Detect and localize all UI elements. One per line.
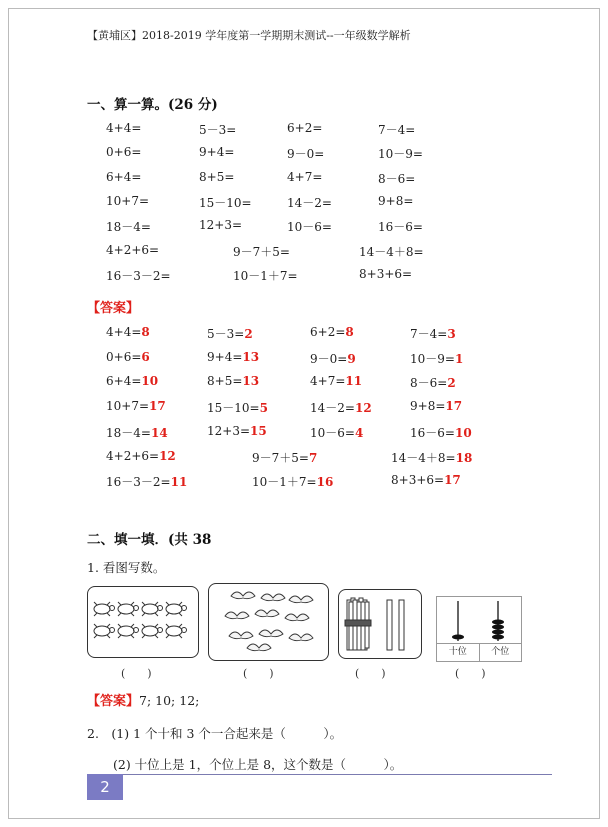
equation-r3-c2: 14－2= (287, 195, 332, 210)
equation-r2-c0: 6+4= (106, 169, 142, 184)
turtle-picture (87, 586, 199, 658)
answer-r6-c1 (252, 473, 333, 490)
answer-equation: 9+8= (410, 399, 446, 414)
abacus-icon (437, 597, 521, 643)
answer-r2-c3 (410, 374, 456, 391)
equation-r2-c2: 4+7= (287, 169, 323, 184)
document-header: 【黄埔区】2018-2019 学年度第一学期期末测试--一年级数学解析 (87, 29, 411, 42)
equation-r0-c0: 4+4= (106, 121, 142, 135)
answer-r1-c0 (106, 350, 150, 364)
answer-r3-c0 (106, 399, 166, 413)
section1-answer-tag: 【答案】 (87, 301, 140, 316)
section2-answer-text: 7; 10; 12; (139, 693, 200, 708)
answer-equation: 10－6= (310, 425, 355, 440)
answer-value: 11 (170, 475, 188, 490)
answer-equation: 9－7＋5= (252, 450, 309, 465)
equation-r1-c1: 9+4= (199, 145, 235, 160)
answer-r3-c2 (310, 399, 372, 416)
answer-equation: 16－6= (410, 425, 455, 440)
answer-value: 6 (141, 349, 150, 364)
answer-r3-c3 (410, 399, 462, 413)
equation-r0-c3: 7－4= (378, 123, 416, 137)
answer-value: 10 (141, 374, 159, 389)
equation-r6-c2: 8+3+6= (359, 266, 413, 281)
answer-r1-c3 (410, 350, 463, 367)
answer-r1-c2 (310, 350, 356, 367)
answer-r5-c0 (106, 449, 176, 463)
bird-picture (208, 583, 329, 661)
footer-divider (87, 774, 552, 775)
answer-equation: 10－9= (410, 351, 455, 366)
stick-bundle-picture (338, 589, 422, 659)
section2-answer (87, 690, 199, 709)
answer-equation: 8+5= (207, 374, 243, 389)
equation-r3-c3: 9+8= (378, 193, 414, 208)
equation-r4-c1: 12+3= (199, 218, 243, 233)
abacus-picture (436, 596, 522, 662)
answer-equation: 10－1＋7= (252, 475, 317, 490)
answer-r2-c0 (106, 374, 158, 388)
answer-r6-c0 (106, 473, 187, 490)
equation-r5-c2: 14－4＋8= (359, 244, 424, 259)
answer-equation: 8－6= (410, 376, 448, 391)
answer-r0-c1 (207, 325, 253, 342)
answer-equation: 8+3+6= (391, 473, 445, 488)
answer-equation: 6+4= (106, 374, 142, 389)
sticks-icon (339, 590, 421, 658)
answer-equation: 5－3= (207, 327, 245, 341)
equation-r6-c1: 10－1＋7= (233, 268, 298, 283)
tens-label: 十位 (437, 644, 480, 662)
equation-r6-c0: 16－3－2= (106, 268, 171, 283)
equation-r3-c1: 15－10= (199, 195, 252, 210)
bird-icon (209, 584, 327, 659)
equation-r2-c1: 8+5= (199, 169, 235, 184)
answer-value: 10 (454, 425, 472, 440)
section1-title: 一、算一算。(26 分) (87, 97, 218, 113)
answer-value: 9 (347, 351, 356, 366)
answer-equation: 4+4= (106, 325, 142, 339)
equation-r3-c0: 10+7= (106, 193, 150, 208)
answer-equation: 15－10= (207, 401, 260, 416)
answer-value: 17 (149, 399, 166, 414)
answer-r4-c3 (410, 424, 472, 441)
answer-r5-c1 (252, 449, 317, 466)
answer-value: 17 (444, 473, 461, 488)
answer-value: 1 (454, 351, 464, 366)
answer-blank-1: ( ) (121, 667, 152, 680)
question-1-prompt: 1. 看图写数。 (87, 560, 166, 575)
answer-r1-c1 (207, 350, 259, 364)
answer-value: 5 (259, 401, 268, 416)
answer-value: 15 (250, 423, 267, 438)
equation-r1-c2: 9－0= (287, 147, 325, 162)
answer-value: 3 (447, 327, 456, 341)
answer-value: 7 (308, 450, 318, 465)
answer-r2-c1 (207, 374, 259, 388)
equation-r5-c1: 9－7＋5= (233, 244, 290, 259)
answer-value: 4 (354, 425, 364, 440)
answer-equation: 9+4= (207, 349, 243, 364)
equation-r0-c2: 6+2= (287, 121, 323, 135)
answer-value: 2 (447, 376, 456, 391)
turtle-icon (88, 587, 198, 657)
question-2-1: 2. (1) 1 个十和 3 个一合起来是（ ）。 (87, 726, 343, 741)
answer-equation: 6+2= (310, 325, 346, 339)
answer-equation: 4+2+6= (106, 448, 160, 463)
answer-value: 18 (455, 450, 473, 465)
answer-equation: 7－4= (410, 327, 448, 341)
equation-r1-c0: 0+6= (106, 145, 142, 160)
answer-blank-3: ( ) (355, 667, 386, 680)
answer-equation: 18－4= (106, 425, 151, 440)
answer-r0-c0 (106, 325, 150, 339)
equation-r4-c2: 10－6= (287, 220, 332, 235)
equation-r4-c3: 16－6= (378, 220, 423, 235)
equation-r2-c3: 8－6= (378, 171, 416, 186)
answer-value: 16 (316, 475, 334, 490)
answer-value: 11 (345, 374, 363, 389)
answer-r3-c1 (207, 399, 268, 416)
answer-equation: 14－4＋8= (391, 450, 456, 465)
answer-value: 17 (445, 399, 463, 414)
answer-r6-c2 (391, 473, 461, 487)
answer-r4-c1 (207, 424, 267, 438)
answer-value: 8 (141, 325, 150, 339)
answer-equation: 4+7= (310, 374, 346, 389)
answer-r4-c0 (106, 424, 168, 441)
answer-equation: 16－3－2= (106, 475, 171, 490)
answer-r0-c3 (410, 325, 456, 342)
answer-equation: 14－2= (310, 401, 355, 416)
answer-value: 12 (354, 401, 372, 416)
equation-r0-c1: 5－3= (199, 123, 237, 137)
answer-equation: 0+6= (106, 349, 142, 364)
answer-value: 12 (159, 448, 176, 463)
answer-equation: 9－0= (310, 351, 348, 366)
answer-value: 14 (150, 425, 168, 440)
equation-r4-c0: 18－4= (106, 220, 151, 235)
answer-value: 8 (345, 325, 354, 339)
equation-r5-c0: 4+2+6= (106, 242, 160, 257)
ones-label: 个位 (491, 647, 510, 657)
answer-r4-c2 (310, 424, 363, 441)
answer-value: 13 (242, 374, 260, 389)
answer-equation: 12+3= (207, 423, 251, 438)
section2-answer-tag: 【答案】 (87, 694, 140, 709)
answer-r2-c2 (310, 374, 362, 388)
answer-value: 2 (244, 327, 253, 341)
answer-r5-c2 (391, 449, 472, 466)
section2-title: 二、填一填．(共 38 (87, 532, 212, 548)
answer-blank-2: ( ) (243, 667, 274, 680)
answer-value: 13 (242, 349, 260, 364)
answer-equation: 10+7= (106, 399, 150, 414)
page-number: 2 (87, 774, 123, 800)
answer-blank-4: ( ) (455, 667, 486, 680)
question-2-2: (2) 十位上是 1，个位上是 8，这个数是（ ）。 (113, 757, 403, 772)
answer-r0-c2 (310, 325, 354, 339)
equation-r1-c3: 10－9= (378, 147, 423, 162)
